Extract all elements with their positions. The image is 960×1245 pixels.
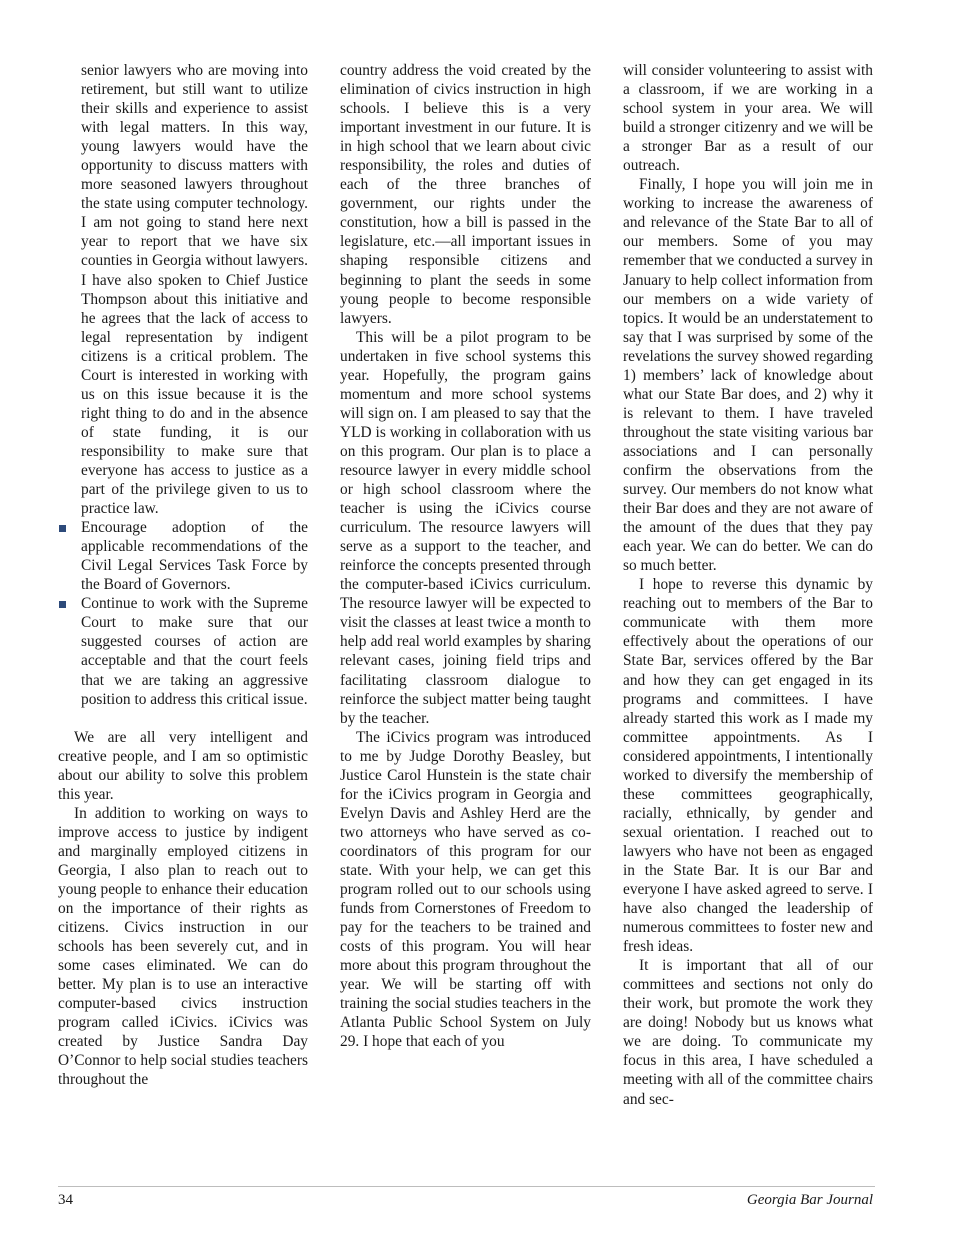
column-1-paragraph: We are all very intelligent and creative people, and I am so optimistic about our ability to solve this problem this year. [58, 728, 308, 803]
column-1-intro-paragraph: senior lawyers who are moving into retirement, but still want to utilize their skills and experience to assist with legal matters. In this way, young lawyers would have the opportunity to discuss matters with more seasoned lawyers throughout the state using computer technology. I am not going to stand here next year to report that we have six counties in Georgia without lawyers. I have also spoken to Chief Justice Thompson about this initiative and he agrees that the lack of access to legal representation by indigent citizens is a critical problem. The Court is interested in working with us on this issue because it is the right thing to do and in the absence of state funding, it is our responsibility to make sure that everyone has access to justice as a part of the privilege given to us to practice law. [81, 62, 308, 518]
list-item-text: Continue to work with the Supreme Court to make sure that our suggested courses of action are acceptable and that the court feels that we are taking an aggressive position to address this critical issue. [81, 595, 308, 708]
journal-title: Georgia Bar Journal [746, 1192, 873, 1208]
list-item [58, 518, 308, 594]
column-2-continuation-paragraph: country address the void created by the elimination of civics instruction in high schools. I believe this is a very important investment in our future. It is in high school that we learn about civic responsibility, the roles and duties of each of the three branches of government, our rights under the constitution, how a bill is passed in the legislature, etc.—all important issues in shaping responsible citizens and beginning to plant the seeds in some young people to become responsible lawyers. [340, 62, 591, 327]
column-2-paragraph: This will be a pilot program to be undertaken in five school systems this year. Hopefully, the program gains momentum and more school systems will sign on. I am pleased to say that the YLD is working in collaboration with us on this program. Our plan is to place a resource lawyer in every middle school or high school classroom where the teacher is using the iCivics course curriculum. The resource lawyers will serve as a support to the teacher, and reinforce the concepts presented through the computer-based iCivics curriculum. The resource lawyer will be expected to visit the classes at least twice a month to help add real world examples by sharing relevant cases, joining field trips and facilitating classroom dialogue to reinforce the subject matter being taught by the teacher. [340, 328, 591, 727]
column-3-continuation-paragraph: will consider volunteering to assist with a classroom, if we are working in a school system in your area. We will build a stronger citizenry and we will be a stronger Bar as a result of our outreach. [623, 62, 873, 175]
square-bullet-icon [59, 525, 66, 532]
column-1-paragraph: In addition to working on ways to improve access to justice by indigent and marginally employed citizens in Georgia, I also plan to reach out to young people to enhance their education on the importance of their rights as citizens. Civics instruction in our schools has been severely cut, and in some cases eliminated. We can do better. My plan is to use an interactive computer-based civics instruction program called iCivics. iCivics was created by Justice Sandra Day O’Connor to help social studies teachers throughout the [58, 804, 308, 1089]
paragraph-gap [58, 709, 308, 728]
page-number: 34 [58, 1192, 73, 1208]
square-bullet-icon [59, 601, 66, 608]
column-3-paragraph: I hope to reverse this dynamic by reaching out to members of the Bar to communicate with them more effectively about the operations of our State Bar, services offered by the Bar and how they can get engaged in its programs and committees. I have already started this work as I made my committee appointments. As I considered appointments, I intentionally worked to diversify the membership of these committees geographically, racially, ethnically, by gender and sexual orientation. I reached out to lawyers who have not been as engaged in the State Bar. It is our Bar and everyone I have asked agreed to serve. I have also changed the leadership of numerous committees to foster new and fresh ideas. [623, 576, 873, 956]
column-2-paragraph: The iCivics program was introduced to me by Judge Dorothy Beasley, but Justice Carol Hunstein is the state chair for the iCivics program in Georgia and Evelyn Davis and Ashley Herd are the two attorneys who have served as co-coordinators of this program for our state. With your help, we can get this program rolled out to our schools using funds from Cornerstones of Freedom to pay for the teachers to be trained and costs of this program. You will hear more about this program throughout the year. We will be starting off with training the social studies teachers in the Atlanta Public School System on July 29. I hope that each of you [340, 728, 591, 1051]
column-2 [340, 61, 591, 1051]
list-item [58, 594, 308, 708]
column-1 [58, 61, 308, 1089]
list-item-text: Encourage adoption of the applicable recommendations of the Civil Legal Services Task Force by the Board of Governors. [81, 519, 308, 594]
recommendations-list [58, 518, 308, 708]
column-3 [623, 61, 873, 1109]
column-3-paragraph: It is important that all of our committees and sections not only do their work, but promote the work they are doing! Nobody but us knows what we are doing. To communicate my focus in this area, I have scheduled a meeting with all of the committee chairs and sec- [623, 957, 873, 1108]
column-3-paragraph: Finally, I hope you will join me in working to increase the awareness of and relevance of the State Bar to all of our members. Some of you may remember that we conducted a survey in January to help collect information from our members on a wide variety of topics. It would be an understatement to say that I was surprised by some of the revelations the survey showed regarding 1) members’ lack of knowledge about what our State Bar does, and 2) why it is relevant to them. I have traveled throughout the state visiting various bar associations and I can personally confirm the observations from the survey. Our members do not know what their Bar does and they are not aware of the amount of the dues that they pay each year. We can do better. We can do so much better. [623, 176, 873, 575]
footer-divider [58, 1186, 875, 1187]
